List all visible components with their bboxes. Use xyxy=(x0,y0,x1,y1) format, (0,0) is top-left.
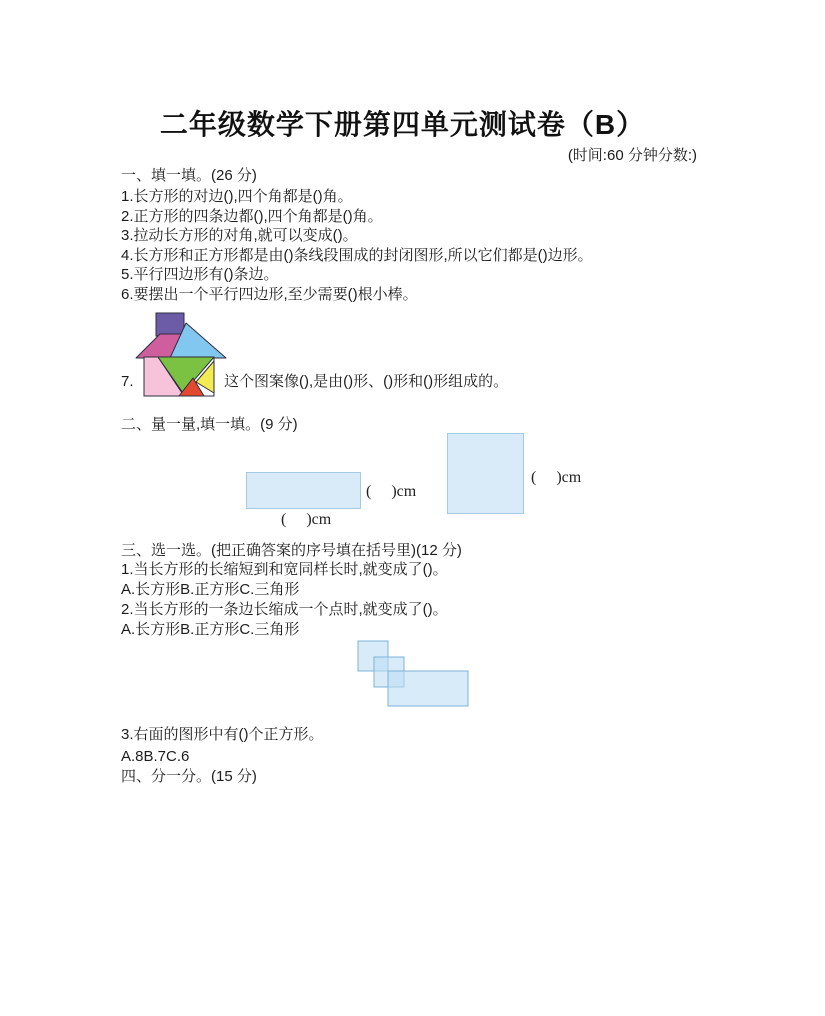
measure-rectangle xyxy=(247,473,361,509)
section3-question-2-options: A.长方形B.正方形C.三角形 xyxy=(121,621,300,638)
question-3: 3.拉动长方形的对角,就可以变成()。 xyxy=(121,227,358,244)
question-7-text: 这个图案像(),是由()形、()形和()形组成的。 xyxy=(224,373,509,390)
rectangle-length-label: ( )cm xyxy=(281,511,332,528)
tangram-house-figure xyxy=(130,308,230,400)
section3-question-2: 2.当长方形的一条边长缩成一个点时,就变成了()。 xyxy=(121,601,448,618)
measure-square xyxy=(448,434,524,514)
page-title: 二年级数学下册第四单元测试卷（B） xyxy=(159,109,646,140)
section4-heading: 四、分一分。(15 分) xyxy=(121,768,257,785)
section3-question-1: 1.当长方形的长缩短到和宽同样长时,就变成了()。 xyxy=(121,561,448,578)
question-6: 6.要摆出一个平行四边形,至少需要()根小棒。 xyxy=(121,286,418,303)
question-4: 4.长方形和正方形都是由()条线段围成的封闭图形,所以它们都是()边形。 xyxy=(121,247,593,264)
house-chimney-square xyxy=(156,313,184,336)
section3-question-1-options: A.长方形B.正方形C.三角形 xyxy=(121,581,300,598)
measure-square-figure xyxy=(447,433,525,515)
question-1: 1.长方形的对边(),四个角都是()角。 xyxy=(121,188,353,205)
section3-question-3-options: A.8B.7C.6 xyxy=(121,748,190,765)
time-score-note: (时间:60 分钟分数:) xyxy=(567,147,697,164)
rectangle-width-label: ( )cm xyxy=(366,483,417,500)
section3-question-3: 3.右面的图形中有()个正方形。 xyxy=(121,726,324,743)
section2-heading: 二、量一量,填一填。(9 分) xyxy=(121,416,298,433)
question-5: 5.平行四边形有()条边。 xyxy=(121,266,279,283)
measure-rectangle-figure xyxy=(246,472,363,511)
section3-heading: 三、选一选。(把正确答案的序号填在括号里)(12 分) xyxy=(121,542,462,559)
question-2: 2.正方形的四条边都(),四个角都是()角。 xyxy=(121,208,383,225)
section1-heading: 一、填一填。(26 分) xyxy=(121,167,257,184)
square-side-label: ( )cm xyxy=(531,469,582,486)
overlapping-squares-figure xyxy=(353,637,473,711)
large-rectangle xyxy=(388,671,468,706)
question-7-number: 7. xyxy=(121,373,134,390)
